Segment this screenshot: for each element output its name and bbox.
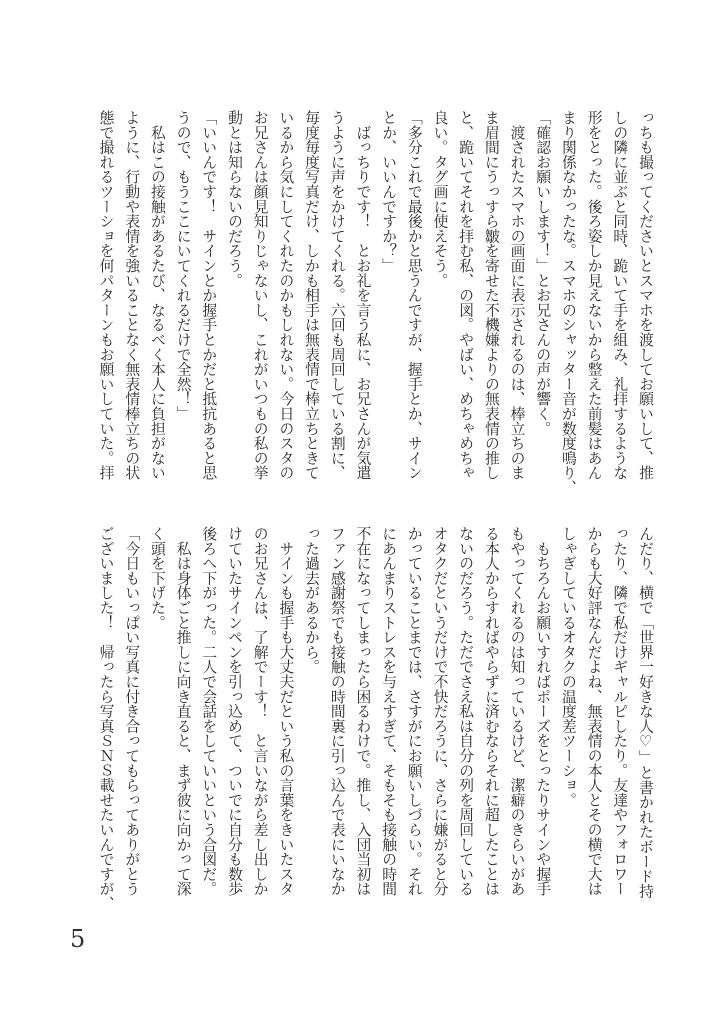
text-line: ように、行動や表情を強いることなく無表情棒立ちの状 (123, 110, 141, 480)
page-number: 5 (70, 925, 86, 953)
text-line: いるから気にしてくれたのかもしれない。今日のスタの (277, 110, 295, 480)
text-line: 「多分これで最後かと思うんですが、握手とか、サイン (405, 110, 423, 480)
text-line: 後ろへ下がった。二人で会話をしていいという合図だ。 (200, 526, 218, 896)
text-line: ないのだろう。ただでさえ私は自分の列を周回している (457, 526, 475, 896)
text-line: 渡されたスマホの画面に表示されるのは、棒立ちのま (508, 110, 526, 480)
text-line: ばっちりです！ とお礼を言う私に、お兄さんが気遣 (354, 110, 372, 480)
text-line: うように声をかけてくれる。六回も周回している割に、 (328, 110, 346, 480)
text-line: しゃぎしているオタクの温度差ツーショ。 (559, 526, 577, 808)
text-line: 「今日もいっぱい写真に付き合ってもらってありがとう (123, 526, 141, 896)
text-line: ファン感謝祭でも接触の時間裏に引っ込んで表にいなか (328, 526, 346, 896)
text-line: うので、もうここにいてくれるだけで全然！」 (174, 110, 192, 421)
text-line: ございました！ 帰ったら写真ＳＮＳ載せたいんですが、 (97, 526, 115, 911)
text-line: お兄さんは顔見知りじゃないし、これがいつもの私の挙 (251, 110, 269, 480)
text-line: 私は身体ごと推しに向き直ると、まず彼に向かって深 (174, 526, 192, 896)
text-line: と、跪いてそれを拝む私、の図。やばい、めちゃめちゃ (457, 110, 475, 480)
text-line: 毎度毎度写真だけ、しかも相手は無表情で棒立ちときて (303, 110, 321, 480)
text-line: けていたサインペンを引っ込めて、ついでに自分も数歩 (226, 526, 243, 896)
text-line: ったり、隣で私だけギャルピしたり。友達やフォロワー (611, 526, 629, 896)
text-line: 良い。タグ画に使えそう。 (431, 110, 449, 288)
text-line: る本人からすればやらずに済むならそれに超したことは (482, 526, 500, 896)
text-line: もやってくれるのは知っているけど、潔癖のきらいがあ (508, 526, 526, 896)
text-line: 「いいんです！ サインとか握手とかだと抵抗あると思 (200, 110, 218, 480)
text-line: しの隣に並ぶと同時、跪いて手を組み、礼拝するような (611, 110, 629, 480)
text-line: 私はこの接触があるたび、なるべく本人に負担がない (148, 110, 166, 480)
upper-text-block (92, 110, 658, 495)
text-line: かっていることまでは、さすがにお願いしづらい。それ (405, 526, 423, 896)
lower-text-block (92, 526, 658, 911)
text-line: った過去があるから。 (303, 526, 321, 674)
text-line: 「確認お願いします！」とお兄さんの声が響く。 (534, 110, 552, 436)
text-line: んだり、横で「世界一好きな人♡」と書かれたボード持 (637, 526, 654, 899)
text-line: のお兄さんは、了解でーす！ と言いながら差し出しか (251, 526, 269, 896)
text-line: にあんまりストレスを与えすぎて、そもそも接触の時間 (380, 526, 398, 896)
text-line: とか、いいんですか？」 (380, 110, 398, 273)
text-line: まり関係なかったな。スマホのシャッター音が数度鳴り、 (559, 110, 577, 495)
text-line: オタクだというだけで不快だろうに、さらに嫌がると分 (431, 526, 449, 896)
text-line: 態で撮れるツーショを何パターンもお願いしていた。拝 (97, 110, 115, 480)
text-line: 動とは知らないのだろう。 (226, 110, 243, 288)
text-line: っちも撮ってくださいとスマホを渡してお願いして、推 (637, 110, 654, 480)
text-line: もちろんお願いすればポーズをとったりサインや握手 (534, 526, 552, 896)
text-line: 不在になってしまったら困るわけで。推し、入団当初は (354, 526, 372, 896)
text-line: からも大好評なんだよね、無表情の本人とその横で大は (585, 526, 603, 896)
text-line: 形をとった。後ろ姿しか見えないから整えた前髪はあん (585, 110, 603, 480)
text-line: ま眉間にうっすら皺を寄せた不機嫌よりの無表情の推し (482, 110, 500, 480)
text-line: く頭を下げた。 (148, 526, 166, 630)
text-line: サインも握手も大丈夫だという私の言葉をきいたスタ (277, 526, 295, 896)
